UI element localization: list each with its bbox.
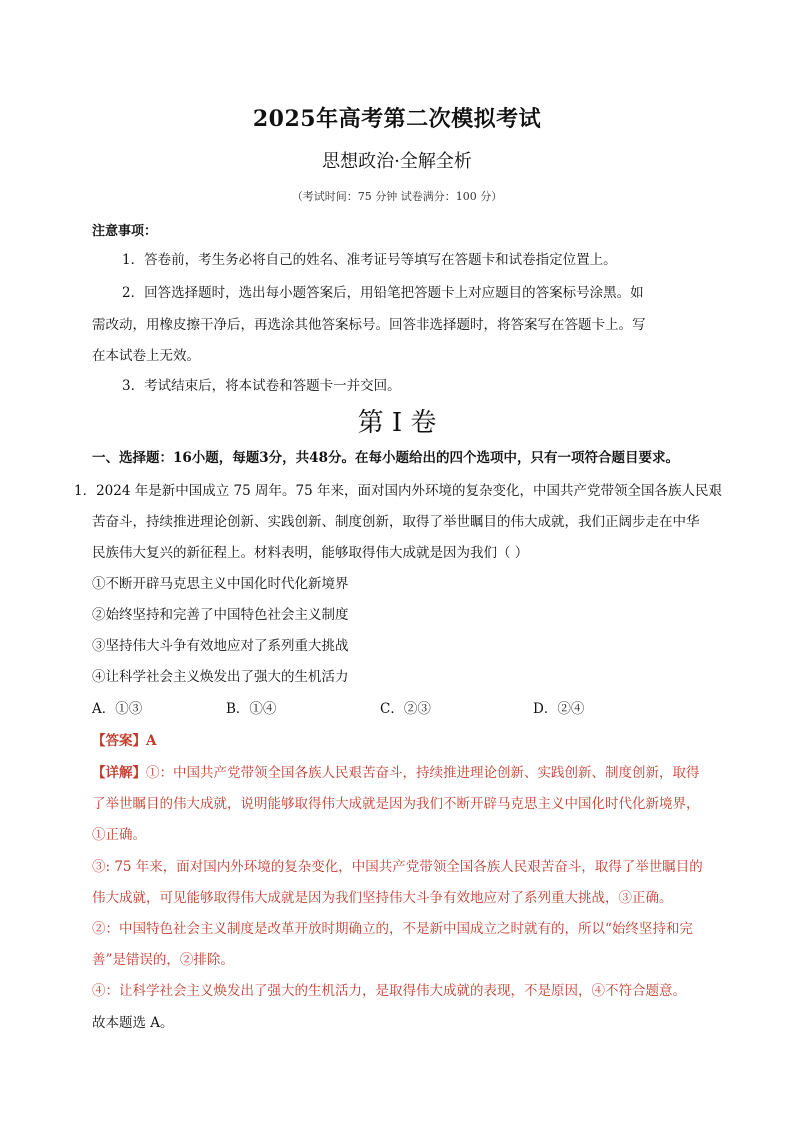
statement-item: ②始终坚持和完善了中国特色社会主义制度 (92, 607, 349, 623)
detail-label: 【详解】 (92, 765, 146, 781)
detail-line-4: ③: 75 年来，面对国内外环境的复杂变化，中国共产党带领全国各族人民艰苦奋斗，取得了举世瞩目的 (92, 859, 703, 875)
detail-line-8: ④：让科学社会主义焕发出了强大的生机活力，是取得伟大成就的表现，不是原因，④不符合题意。 (92, 983, 686, 999)
detail-line-2: 了举世瞩目的伟大成就，说明能够取得伟大成就是因为我们不断开辟马克思主义中国化时代化新境界， (92, 796, 700, 812)
answer-line (92, 729, 156, 749)
section-instruction (92, 446, 679, 466)
notice-item-3: 3．考试结束后，将本试卷和答题卡一并交回。 (122, 378, 401, 394)
option-b: B．①④ (226, 701, 277, 717)
question-1-stem-line-2: 苦奋斗，持续推进理论创新、实践创新、制度创新，取得了举世瞩目的伟大成就，我们正阔步走在中华 (92, 514, 700, 530)
page-title: 2025年高考第二次模拟考试 (252, 106, 542, 132)
detail-line-3: ①正确。 (92, 827, 146, 843)
exam-time-info: （考试时间：75 分钟 试卷满分：100 分） (291, 190, 503, 203)
instruction-emphasis: 四个选项中 (449, 450, 517, 466)
detail-text: ①：中国共产党带领全国各族人民艰苦奋斗，持续推进理论创新、实践创新、制度创新，取得 (146, 765, 700, 781)
option-a: A．①③ (92, 701, 143, 717)
conclusion: 故本题选 A。 (92, 1015, 174, 1031)
answer-value: A (146, 733, 157, 749)
detail-line-7: 善”是错误的，②排除。 (92, 952, 234, 968)
option-c: C．②③ (380, 701, 431, 717)
notice-heading: 注意事项： (92, 224, 158, 239)
statement-item: ④让科学社会主义焕发出了强大的生机活力 (92, 669, 349, 685)
notice-item-2-line-3: 在本试卷上无效。 (92, 348, 200, 364)
option-d: D．②④ (533, 701, 585, 717)
section-title: 第 I 卷 (357, 408, 437, 438)
notice-item-2-line-1: 2．回答选择题时，选出每小题答案后，用铅笔把答题卡上对应题目的答案标号涂黑。如 (122, 285, 644, 301)
instruction-prefix: 一、选择题：16小题，每题3分，共48分。在每小题给出的 (92, 450, 450, 466)
detail-line-5: 伟大成就，可见能够取得伟大成就是因为我们坚持伟大斗争有效地应对了系列重大挑战，③正确。 (92, 890, 673, 906)
detail-line-1 (92, 761, 700, 781)
detail-line-6: ②：中国特色社会主义制度是改革开放时期确立的，不是新中国成立之时就有的，所以“始终坚持和完 (92, 921, 693, 937)
instruction-suffix: ，只有一项符合题目要求。 (516, 450, 679, 466)
notice-item-1: 1．答卷前，考生务必将自己的姓名、准考证号等填写在答题卡和试卷指定位置上。 (122, 252, 617, 268)
question-1-stem-line-3: 民族伟大复兴的新征程上。材料表明，能够取得伟大成就是因为我们（ ） (92, 545, 529, 561)
statement-item: ①不断开辟马克思主义中国化时代化新境界 (92, 576, 349, 592)
page-subtitle: 思想政治·全解全析 (322, 151, 472, 172)
answer-label: 【答案】 (92, 733, 146, 749)
notice-item-2-line-2: 需改动，用橡皮擦干净后，再选涂其他答案标号。回答非选择题时，将答案写在答题卡上。写 (92, 317, 646, 333)
statement-item: ③坚持伟大斗争有效地应对了系列重大挑战 (92, 638, 349, 654)
question-1-stem-line-1: 1．2024 年是新中国成立 75 周年。75 年来，面对国内外环境的复杂变化，中国共产党带领全国各族人民艰 (74, 483, 722, 499)
